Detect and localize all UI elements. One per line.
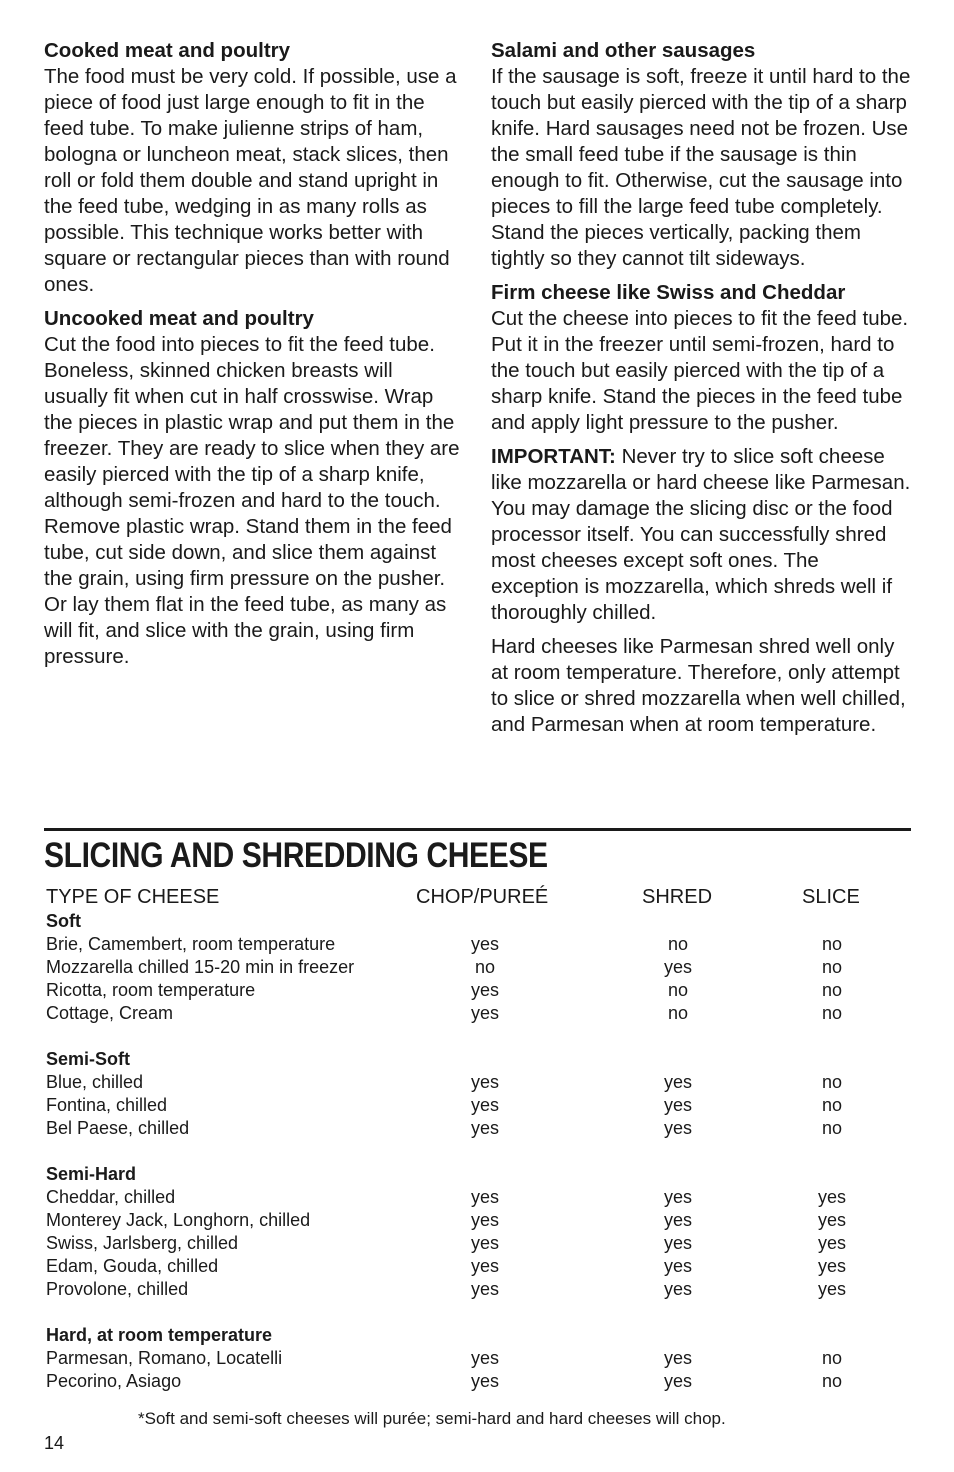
footnote: *Soft and semi-soft cheeses will purée; semi-hard and hard cheeses will chop. bbox=[138, 1409, 726, 1428]
right-column bbox=[491, 38, 911, 746]
section-heading: SLICING AND SHREDDING CHEESE bbox=[44, 836, 548, 875]
table-row bbox=[46, 956, 916, 979]
cheese-name-cell: Fontina, chilled bbox=[46, 1095, 168, 1115]
cell-value: no bbox=[821, 934, 843, 954]
cell-value: no bbox=[821, 1003, 843, 1023]
cell-value: yes bbox=[818, 1256, 847, 1276]
section-title: Cooked meat and poultry bbox=[44, 39, 291, 62]
table-row bbox=[46, 1186, 916, 1209]
cell-value: yes bbox=[471, 1118, 500, 1138]
cell-value: yes bbox=[471, 1348, 500, 1368]
cell-value: yes bbox=[664, 1210, 693, 1230]
cell-value: yes bbox=[471, 1233, 500, 1253]
table-row bbox=[46, 1370, 916, 1393]
cell-value: yes bbox=[664, 1279, 693, 1299]
group-title: Soft bbox=[46, 911, 81, 931]
cell-value: no bbox=[821, 980, 843, 1000]
cell-value: yes bbox=[471, 1371, 500, 1391]
cheese-name-cell: Brie, Camembert, room temperature bbox=[46, 934, 336, 954]
cell-value: yes bbox=[471, 1187, 500, 1207]
cheese-name-cell: Cottage, Cream bbox=[46, 1003, 174, 1023]
cell-value: yes bbox=[664, 1233, 693, 1253]
cell-value: no bbox=[821, 1095, 843, 1115]
cheese-name-cell: Cheddar, chilled bbox=[46, 1187, 176, 1207]
cell-value: yes bbox=[818, 1279, 847, 1299]
cell-value: yes bbox=[471, 1072, 500, 1092]
cheese-group bbox=[46, 910, 916, 1025]
uncooked-meat-section bbox=[44, 306, 462, 670]
table-row bbox=[46, 1232, 916, 1255]
cell-value: yes bbox=[471, 934, 500, 954]
cheese-name-cell: Pecorino, Asiago bbox=[46, 1371, 182, 1391]
group-title: Semi-Hard bbox=[46, 1164, 137, 1184]
table-header bbox=[46, 884, 916, 910]
important-label: IMPORTANT: bbox=[491, 445, 616, 468]
cell-value: yes bbox=[664, 1095, 693, 1115]
cheese-name-cell: Edam, Gouda, chilled bbox=[46, 1256, 219, 1276]
table-row bbox=[46, 933, 916, 956]
cheese-name-cell: Ricotta, room temperature bbox=[46, 980, 256, 1000]
section-body: Cut the cheese into pieces to fit the feed tube. Put it in the freezer until semi-frozen, hard to the touch but easily pierced with the tip of a sharp knife. Stand the pieces in the feed tube and apply light pressure to the pusher. bbox=[491, 307, 909, 434]
cheese-name-cell: Swiss, Jarlsberg, chilled bbox=[46, 1233, 239, 1253]
header-type: TYPE OF CHEESE bbox=[46, 886, 220, 908]
sausage-section bbox=[491, 38, 911, 272]
table-row bbox=[46, 1002, 916, 1025]
closing-paragraph: Hard cheeses like Parmesan shred well only at room temperature. Therefore, only attempt to slice or shred mozzarella when well chilled, and Parmesan when at room temperature. bbox=[491, 635, 906, 736]
cell-value: no bbox=[474, 957, 496, 977]
cheese-name-cell: Blue, chilled bbox=[46, 1072, 144, 1092]
cheese-name-cell: Monterey Jack, Longhorn, chilled bbox=[46, 1210, 311, 1230]
cell-value: yes bbox=[664, 1256, 693, 1276]
table-row bbox=[46, 1278, 916, 1301]
cell-value: yes bbox=[664, 1348, 693, 1368]
cell-value: yes bbox=[471, 1279, 500, 1299]
cell-value: yes bbox=[664, 957, 693, 977]
cell-value: no bbox=[821, 1118, 843, 1138]
cooked-meat-section bbox=[44, 38, 462, 298]
table-row bbox=[46, 1209, 916, 1232]
cell-value: yes bbox=[818, 1210, 847, 1230]
table-row bbox=[46, 1255, 916, 1278]
section-title: Salami and other sausages bbox=[491, 39, 756, 62]
table-row bbox=[46, 1117, 916, 1140]
section-body: If the sausage is soft, freeze it until hard to the touch but easily pierced with the tip of a sharp knife. Hard sausages need not be frozen. Use the small feed tube if the sausage is thin enough to fit. Otherwise, cut the sausage into pieces to fill the large feed tube completely. Stand the pieces vertically, packing them tightly so they cannot tilt sideways. bbox=[491, 65, 911, 270]
cheese-name-cell: Provolone, chilled bbox=[46, 1279, 189, 1299]
header-shred: SHRED bbox=[642, 886, 713, 908]
cell-value: no bbox=[667, 934, 689, 954]
table-body bbox=[46, 910, 916, 1393]
cheese-group bbox=[46, 1163, 916, 1301]
cheese-name-cell: Parmesan, Romano, Locatelli bbox=[46, 1348, 283, 1368]
table-row bbox=[46, 979, 916, 1002]
group-title: Semi-Soft bbox=[46, 1049, 131, 1069]
table-row bbox=[46, 1094, 916, 1117]
cell-value: yes bbox=[471, 1256, 500, 1276]
important-note bbox=[491, 444, 911, 626]
cell-value: no bbox=[821, 1348, 843, 1368]
header-slice: SLICE bbox=[802, 886, 860, 908]
group-title: Hard, at room temperature bbox=[46, 1325, 273, 1345]
cell-value: yes bbox=[664, 1118, 693, 1138]
cell-value: yes bbox=[664, 1187, 693, 1207]
cheese-table bbox=[46, 884, 916, 1393]
cell-value: no bbox=[821, 957, 843, 977]
cheese-group bbox=[46, 1048, 916, 1140]
section-divider bbox=[44, 828, 911, 831]
cheese-name-cell: Bel Paese, chilled bbox=[46, 1118, 190, 1138]
page-number: 14 bbox=[44, 1433, 65, 1453]
section-title: Uncooked meat and poultry bbox=[44, 307, 314, 330]
cell-value: yes bbox=[471, 1095, 500, 1115]
cell-value: yes bbox=[471, 1210, 500, 1230]
header-chop: CHOP/PUREÉ bbox=[416, 886, 549, 908]
section-title: Firm cheese like Swiss and Cheddar bbox=[491, 281, 846, 304]
section-body: Cut the food into pieces to fit the feed tube. Boneless, skinned chicken breasts will usually fit when cut in half crosswise. Wrap the pieces in plastic wrap and put them in the freezer. They are ready to slice when they are easily pierced with the tip of a sharp knife, although semi-frozen and hard to the touch. Remove plastic wrap. Stand them in the feed tube, cut side down, and slice them against the grain, using firm pressure on the pusher. Or lay them flat in the feed tube, as many as will fit, and slice with the grain, using firm pressure. bbox=[44, 333, 460, 668]
left-column bbox=[44, 38, 462, 678]
cell-value: yes bbox=[664, 1072, 693, 1092]
cell-value: yes bbox=[471, 980, 500, 1000]
table-row bbox=[46, 1347, 916, 1370]
cell-value: yes bbox=[818, 1187, 847, 1207]
cheese-name-cell: Mozzarella chilled 15-20 min in freezer bbox=[46, 957, 355, 977]
section-body: The food must be very cold. If possible, use a piece of food just large enough to fit in the feed tube. To make julienne strips of ham, bologna or luncheon meat, stack slices, then roll or fold them double and stand upright in the feed tube, wedging in as many rolls as possible. This technique works better with square or rectangular pieces than with round ones. bbox=[44, 65, 457, 296]
cell-value: no bbox=[821, 1072, 843, 1092]
cell-value: no bbox=[667, 1003, 689, 1023]
cell-value: no bbox=[821, 1371, 843, 1391]
important-body: Never try to slice soft cheese like mozzarella or hard cheese like Parmesan. You may damage the slicing disc or the food processor itself. You can successfully shred most cheeses except soft ones. The exception is mozzarella, which shreds well if thoroughly chilled. bbox=[491, 445, 911, 624]
firm-cheese-section bbox=[491, 280, 911, 436]
cell-value: no bbox=[667, 980, 689, 1000]
cell-value: yes bbox=[818, 1233, 847, 1253]
cheese-group bbox=[46, 1324, 916, 1393]
cell-value: yes bbox=[664, 1371, 693, 1391]
table-row bbox=[46, 1071, 916, 1094]
cell-value: yes bbox=[471, 1003, 500, 1023]
